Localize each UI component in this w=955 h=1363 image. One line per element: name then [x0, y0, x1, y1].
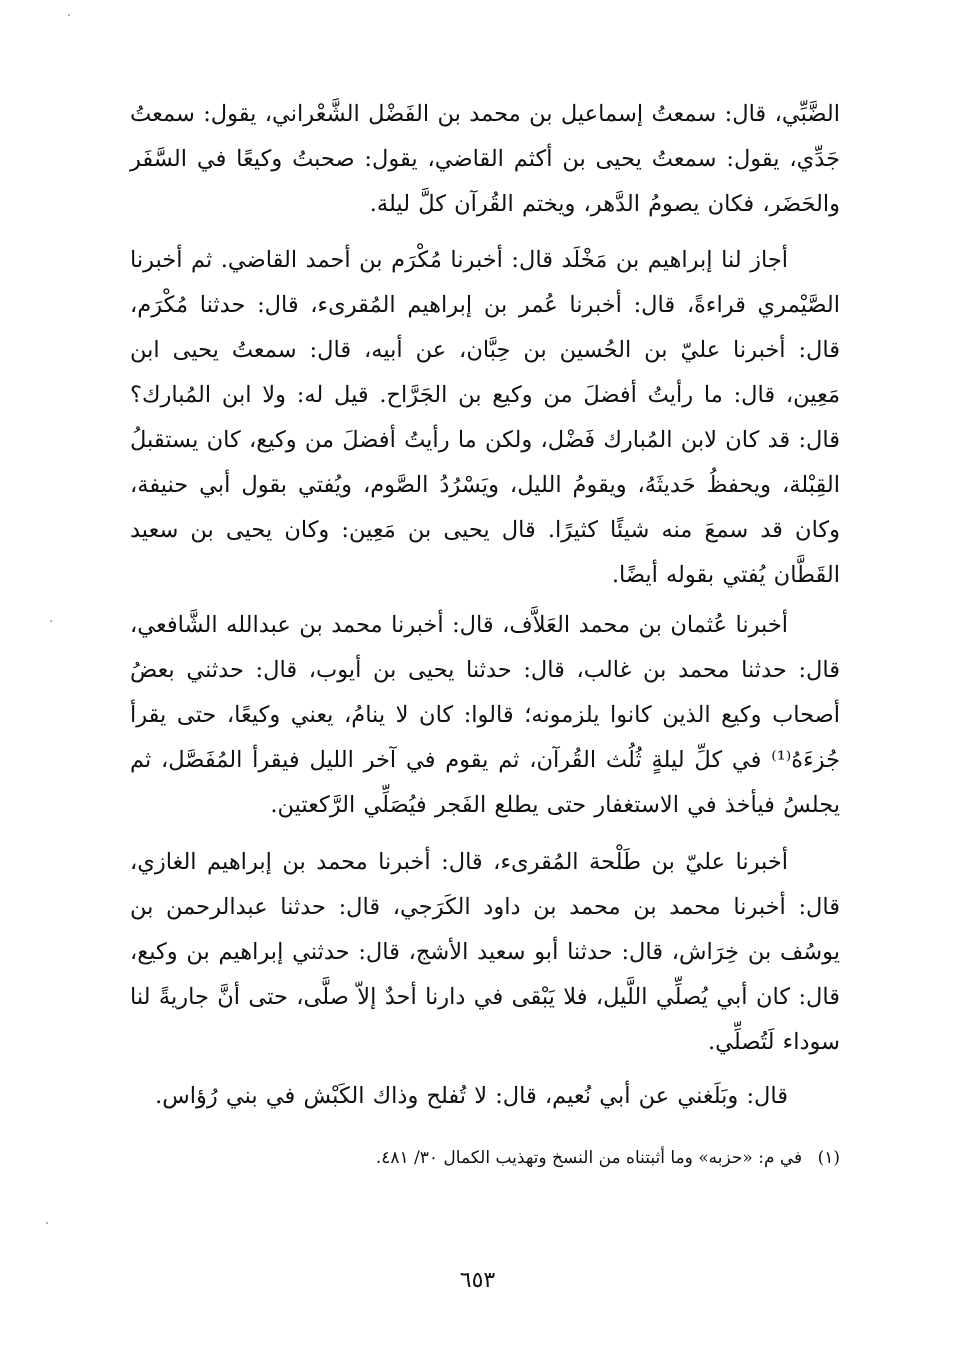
- body-paragraph-3: [130, 603, 840, 828]
- paragraph-text: أخبرنا عُثمان بن محمد العَلاَّف، قال: أخبرنا محمد بن عبدالله الشَّافعي، قال: حدثنا محمد بن غالب، قال: حدثنا يحيى بن أيوب، قال: حدثني بعضُ أصحاب وكيع الذين كانوا يلزمونه؛ قالوا: كان لا ينامُ، يعني وكيعًا، حتى يقرأ جُزءَهُ⁽¹⁾ في كلِّ ليلةٍ ثُلُث القُرآن، ثم يقوم في آخر الليل فيقرأ المُفَصَّل، ثم يجلسُ فيأخذ في الاستغفار حتى يطلع الفَجر فيُصَلِّي الرَّكعتين.: [130, 612, 840, 818]
- scan-speck: [68, 14, 70, 16]
- footnote: [130, 1143, 840, 1173]
- scan-speck: [46, 1222, 48, 1224]
- body-paragraph-4: [130, 840, 840, 1065]
- paragraph-text: الضَّبِّي، قال: سمعتُ إسماعيل بن محمد بن الفَضْل الشَّعْراني، يقول: سمعتُ جَدِّي، يقول: سمعتُ يحيى بن أكثم القاضي، يقول: صحبتُ وكيعًا في السَّفَر والحَضَر، فكان يصومُ الدَّهر، ويختم القُرآن كلَّ ليلة.: [130, 101, 840, 217]
- footnote-marker: (١): [817, 1148, 840, 1168]
- footnote-text: في م: «حزبه» وما أثبتناه من النسخ وتهذيب الكمال ٣٠/ ٤٨١.: [375, 1148, 803, 1168]
- paragraph-text: أخبرنا عليّ بن طَلْحة المُقرىء، قال: أخبرنا محمد بن إبراهيم الغازي، قال: أخبرنا محمد بن محمد بن داود الكَرَجي، قال: حدثنا عبدالرحمن بن يوسُف بن خِرَاش، قال: حدثنا أبو سعيد الأشج، قال: حدثني إبراهيم بن وكيع، قال: كان أبي يُصلِّي اللَّيل، فلا يَبْقى في دارنا أحدٌ إلاّ صلَّى، حتى أنَّ جاريةً لنا سوداء لَتُصلِّي.: [130, 849, 840, 1055]
- body-paragraph-2: [130, 238, 840, 598]
- paragraph-text: أجاز لنا إبراهيم بن مَخْلَد قال: أخبرنا مُكْرَم بن أحمد القاضي. ثم أخبرنا الصَّيْمري قراءةً، قال: أخبرنا عُمر بن إبراهيم المُقرىء، قال: حدثنا مُكْرَم، قال: أخبرنا عليّ بن الحُسين بن حِبَّان، عن أبيه، قال: سمعتُ يحيى ابن مَعِين، قال: ما رأيتُ أفضلَ من وكيع بن الجَرَّاح. قيل له: ولا ابن المُبارك؟ قال: قد كان لابن المُبارك فَضْل، ولكن ما رأيتُ أفضلَ من وكيع، كان يستقبلُ القِبْلة، ويحفظُ حَديثَهُ، ويقومُ الليل، ويَسْرُدُ الصَّوم، ويُفتي بقول أبي حنيفة، وكان قد سمعَ منه شيئًا كثيرًا. قال يحيى بن مَعِين: وكان يحيى بن سعيد القَطَّان يُفتي بقوله أيضًا.: [130, 247, 840, 588]
- body-paragraph-5: [130, 1074, 840, 1119]
- page-number: ٦٥٣: [459, 1268, 496, 1293]
- scan-speck: [50, 620, 52, 622]
- body-paragraph-1: [130, 92, 840, 227]
- paragraph-text: قال: وبَلَغني عن أبي نُعيم، قال: لا تُفلح وذاك الكَبْش في بني رُؤاس.: [155, 1083, 788, 1109]
